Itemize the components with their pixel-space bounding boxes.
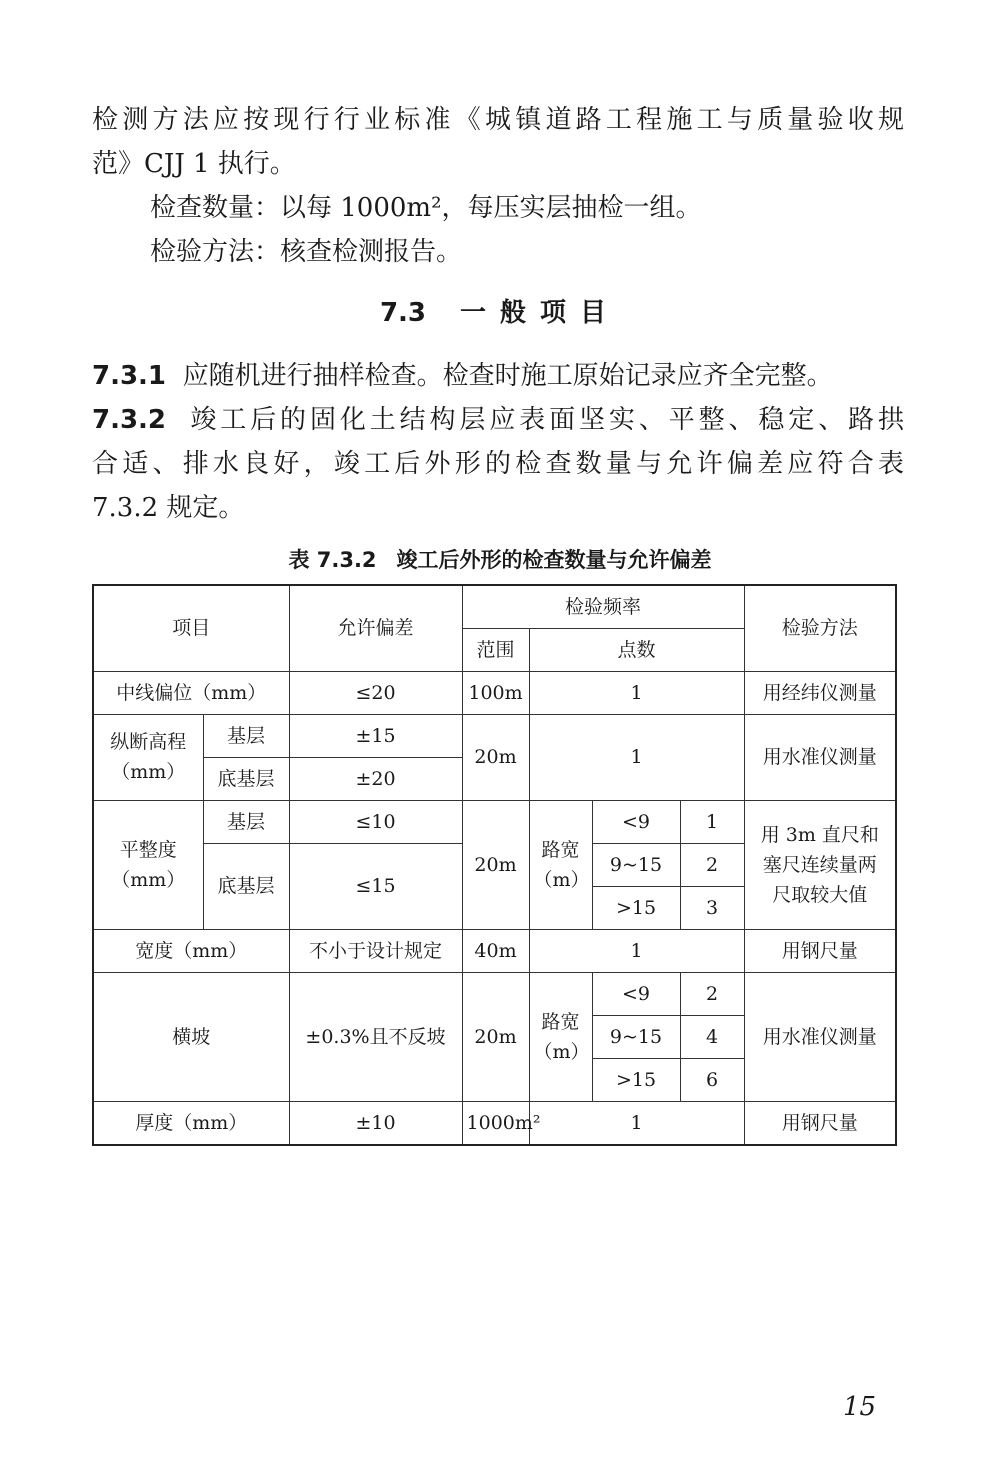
header-range: 范围: [462, 628, 529, 671]
paragraph-line: 范》CJJ 1 执行。: [92, 149, 296, 179]
cell-item-line: 平整度: [119, 838, 177, 861]
cell-road-width-line: 路宽: [541, 1011, 580, 1034]
cell-tolerance: ≤15: [289, 843, 462, 929]
table-row: [93, 930, 896, 973]
cell-road-width: 9~15: [592, 843, 680, 886]
clause-text: 竣工后的固化土结构层应表面坚实、平整、稳定、路拱: [190, 405, 904, 435]
page-number: 15: [843, 1392, 877, 1422]
section-title: 一般项目: [460, 298, 621, 328]
clause-7-3-1: [92, 354, 904, 398]
cell-method-line: 塞尺连续量两: [762, 853, 877, 876]
clause-7-3-2: [92, 398, 904, 442]
cell-item: [93, 800, 203, 929]
cell-item-line: （mm）: [111, 868, 186, 891]
cell-road-width-line: （m）: [533, 1041, 590, 1064]
clause-text: 应随机进行抽样检查。检查时施工原始记录应齐全完整。: [182, 361, 833, 391]
table-caption: [0, 544, 1000, 574]
cell-item: [93, 714, 203, 800]
cell-range: 20m: [462, 800, 529, 929]
header-item: 项目: [93, 585, 289, 671]
clause-text-line: 合适、排水良好，竣工后外形的检查数量与允许偏差应符合表: [92, 449, 904, 479]
header-frequency: 检验频率: [462, 585, 744, 628]
header-points: 点数: [529, 628, 744, 671]
cell-points: 1: [529, 714, 744, 800]
cell-range: 20m: [462, 973, 529, 1102]
cell-points: 6: [680, 1059, 744, 1102]
cell-subitem: 基层: [203, 714, 289, 757]
cell-item: 横坡: [93, 973, 289, 1102]
cell-method-line: 用 3m 直尺和: [760, 823, 879, 846]
table-caption-text: 竣工后外形的检查数量与允许偏差: [396, 548, 712, 572]
cell-points: 1: [680, 800, 744, 843]
cell-tolerance: ±20: [289, 757, 462, 800]
cell-range: 1000m²: [462, 1102, 529, 1145]
cell-range: 20m: [462, 714, 529, 800]
cell-method: 用水准仪测量: [744, 714, 896, 800]
table-row: [93, 973, 896, 1016]
table-number: 表 7.3.2: [288, 548, 377, 572]
cell-road-width-label: [529, 800, 592, 929]
cell-item-line: （mm）: [111, 761, 186, 784]
inspection-method: 检验方法：核查检测报告。: [150, 237, 463, 267]
table-row: [93, 800, 896, 843]
paragraph-line: 检测方法应按现行行业标准《城镇道路工程施工与质量验收规: [92, 105, 904, 135]
cell-subitem: 底基层: [203, 757, 289, 800]
cell-points: 2: [680, 973, 744, 1016]
cell-tolerance: 不小于设计规定: [289, 930, 462, 973]
cell-method: 用钢尺量: [744, 1102, 896, 1145]
cell-points: 1: [529, 1102, 744, 1145]
cell-method: [744, 800, 896, 929]
cell-tolerance: ≤20: [289, 671, 462, 714]
cell-method: 用经纬仪测量: [744, 671, 896, 714]
cell-item: 宽度（mm）: [93, 930, 289, 973]
clause-number: 7.3.1: [92, 361, 167, 391]
table-row: [93, 671, 896, 714]
cell-item: 中线偏位（mm）: [93, 671, 289, 714]
cell-road-width: <9: [592, 973, 680, 1016]
cell-points: 3: [680, 886, 744, 929]
cell-points: 1: [529, 671, 744, 714]
header-tolerance: 允许偏差: [289, 585, 462, 671]
cell-item: 厚度（mm）: [93, 1102, 289, 1145]
section-heading: [0, 292, 1000, 329]
header-method: 检验方法: [744, 585, 896, 671]
cell-range: 40m: [462, 930, 529, 973]
cell-subitem: 基层: [203, 800, 289, 843]
table-row: [93, 1102, 896, 1145]
cell-tolerance: ±15: [289, 714, 462, 757]
inspection-quantity: 检查数量：以每 1000m²，每压实层抽检一组。: [150, 193, 702, 223]
inspection-table: [92, 584, 897, 1146]
cell-road-width-line: （m）: [533, 868, 590, 891]
cell-item-line: 纵断高程: [110, 731, 187, 754]
cell-points: 1: [529, 930, 744, 973]
cell-points: 2: [680, 843, 744, 886]
cell-tolerance: ±0.3%且不反坡: [289, 973, 462, 1102]
cell-road-width: >15: [592, 886, 680, 929]
cell-road-width-label: [529, 973, 592, 1102]
cell-method-line: 尺取较大值: [772, 883, 868, 906]
cell-subitem: 底基层: [203, 843, 289, 929]
table-row: [93, 714, 896, 757]
clause-text-line: 7.3.2 规定。: [92, 493, 245, 523]
section-number: 7.3: [379, 298, 427, 328]
cell-road-width: >15: [592, 1059, 680, 1102]
cell-points: 4: [680, 1016, 744, 1059]
cell-method: 用水准仪测量: [744, 973, 896, 1102]
cell-road-width: <9: [592, 800, 680, 843]
cell-tolerance: ±10: [289, 1102, 462, 1145]
cell-tolerance: ≤10: [289, 800, 462, 843]
cell-range: 100m: [462, 671, 529, 714]
cell-road-width-line: 路宽: [541, 838, 580, 861]
cell-road-width: 9~15: [592, 1016, 680, 1059]
cell-method: 用钢尺量: [744, 930, 896, 973]
clause-number: 7.3.2: [92, 405, 167, 435]
